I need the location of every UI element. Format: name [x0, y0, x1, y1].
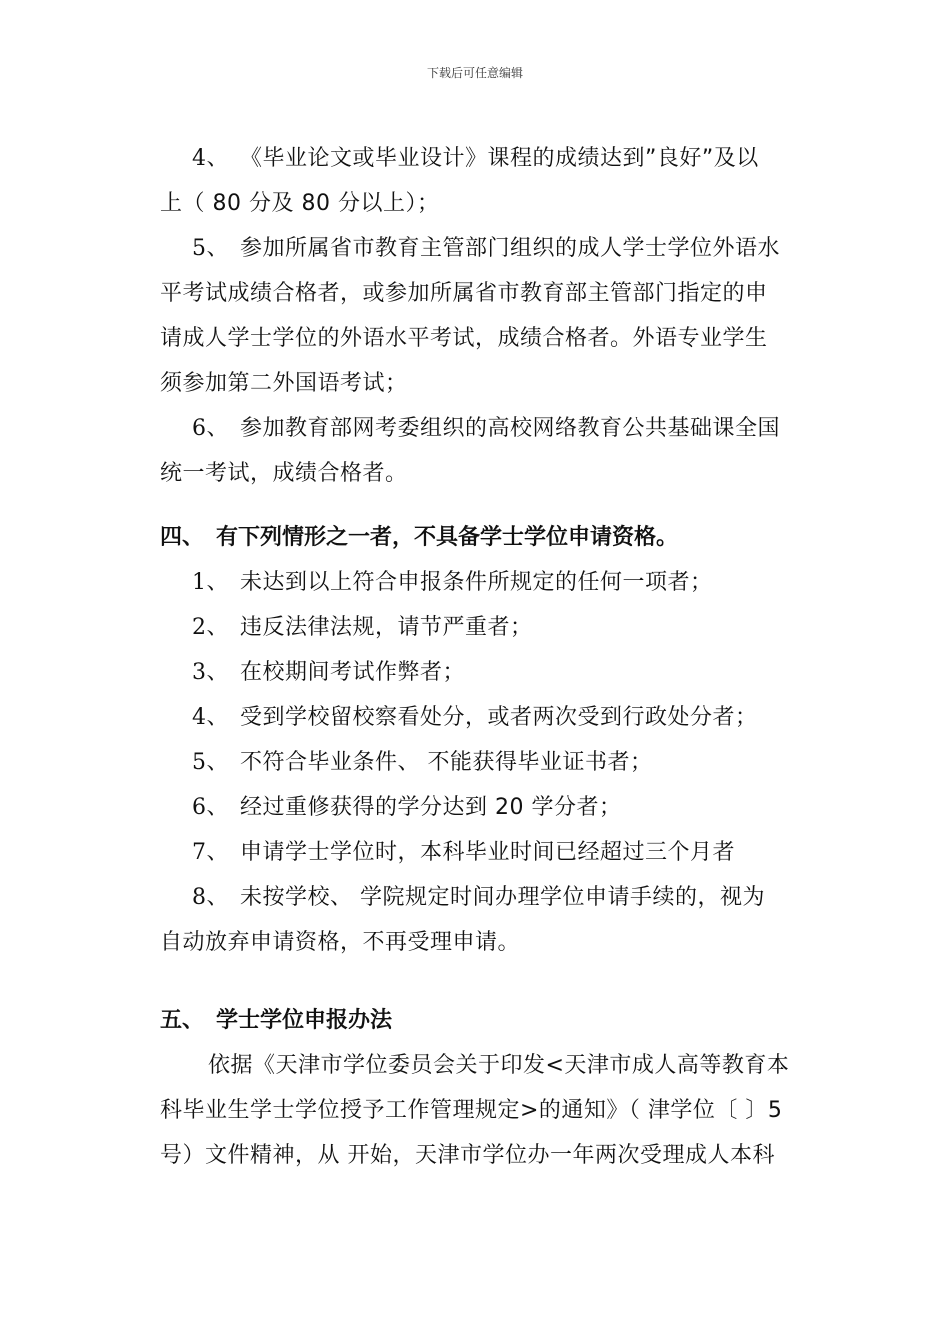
section3-item-4 — [160, 136, 805, 226]
item-number: 5、 — [192, 750, 229, 775]
item-number: 1、 — [192, 570, 229, 595]
item-text: 参加教育部网考委组织的高校网络教育公共基础课全国 — [240, 416, 781, 441]
section-title: 学士学位申报办法 — [216, 1008, 393, 1033]
section4-heading — [160, 515, 805, 560]
item-text-cont: 请成人学士学位的外语水平考试，成绩合格者。外语专业学生 — [160, 326, 768, 351]
item-text: 申请学士学位时，本科毕业时间已经超过三个月者 — [240, 840, 736, 865]
item-text: 未按学校、 学院规定时间办理学位申请手续的，视为 — [240, 885, 765, 910]
section4-item-8 — [160, 875, 805, 920]
document-body — [160, 136, 805, 1178]
section4-item-6 — [160, 785, 805, 830]
section4-item-2 — [160, 605, 805, 650]
item-text: 不符合毕业条件、 不能获得毕业证书者； — [240, 750, 653, 775]
item-number: 7、 — [192, 840, 229, 865]
section-number: 四、 — [160, 525, 205, 550]
section5-para-line: 依据《天津市学位委员会关于印发<天津市成人高等教育本 — [208, 1053, 790, 1078]
item-text-cont: 上（ 80 分及 80 分以上）； — [160, 191, 440, 216]
section-number: 五、 — [160, 1008, 205, 1033]
section5-para-line: 号）文件精神，从 开始，天津市学位办一年两次受理成人本科 — [160, 1143, 775, 1168]
item-text-cont: 统一考试，成绩合格者。 — [160, 461, 408, 486]
item-text: 违反法律法规，请节严重者； — [240, 615, 533, 640]
item-text: 参加所属省市教育主管部门组织的成人学士学位外语水 — [240, 236, 781, 261]
section5-heading — [160, 998, 805, 1043]
section4-item-4 — [160, 695, 805, 740]
item-number: 3、 — [192, 660, 229, 685]
page-header: 下载后可任意编辑 — [426, 66, 523, 80]
section4-item-8-cont: 自动放弃申请资格，不再受理申请。 — [160, 930, 521, 955]
item-number: 6、 — [192, 416, 229, 441]
item-text: 《毕业论文或毕业设计》课程的成绩达到”良好”及以 — [240, 146, 759, 171]
item-number: 4、 — [192, 146, 229, 171]
section4-item-1 — [160, 560, 805, 605]
item-number: 5、 — [192, 236, 229, 261]
item-text: 经过重修获得的学分达到 20 学分者； — [240, 795, 622, 820]
item-number: 6、 — [192, 795, 229, 820]
item-number: 8、 — [192, 885, 229, 910]
item-text-cont: 须参加第二外国语考试； — [160, 371, 408, 396]
section4-item-5 — [160, 740, 805, 785]
section5-para-line: 科毕业生学士学位授予工作管理规定>的通知》（ 津学位〔 〕5 — [160, 1098, 783, 1123]
item-text: 未达到以上符合申报条件所规定的任何一项者； — [240, 570, 713, 595]
section-title: 有下列情形之一者，不具备学士学位申请资格。 — [216, 525, 679, 550]
item-text-cont: 平考试成绩合格者，或参加所属省市教育部主管部门指定的申 — [160, 281, 768, 306]
item-number: 4、 — [192, 705, 229, 730]
item-text: 在校期间考试作弊者； — [240, 660, 466, 685]
section3-item-6 — [160, 406, 805, 496]
item-number: 2、 — [192, 615, 229, 640]
section4-item-3 — [160, 650, 805, 695]
section3-item-5 — [160, 226, 805, 406]
item-text: 受到学校留校察看处分，或者两次受到行政处分者； — [240, 705, 758, 730]
section4-item-7 — [160, 830, 805, 875]
